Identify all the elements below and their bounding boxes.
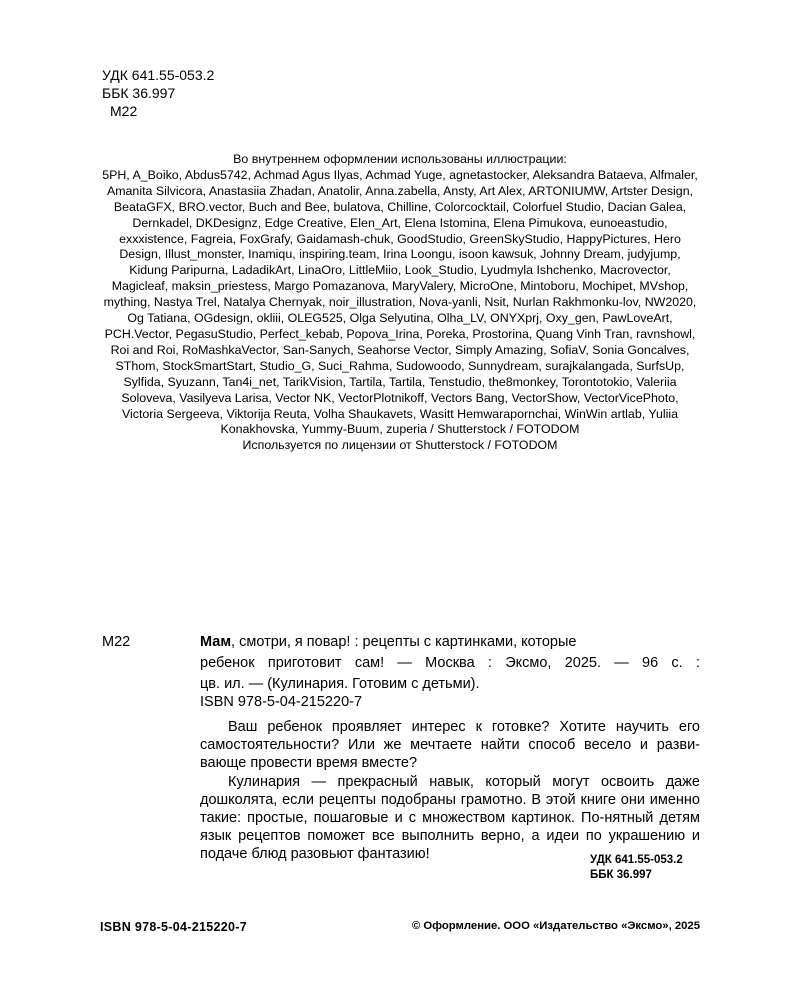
annotation-paragraph-2: Кулинария — прекрасный навык, который могут освоить даже дошколята, если рецепты подобраны грамотно. В этой книге они именно такие: простые, пошаговые и с множеством картинок. По-нятный детям язык рецептов поможет все выполнить верно, а идеи по украшению и подаче блюд разовьют фантазию! bbox=[200, 773, 700, 863]
illustration-credits bbox=[100, 152, 700, 454]
annotation bbox=[200, 718, 700, 864]
bib-line-1 bbox=[200, 632, 700, 653]
udk-code: УДК 641.55-053.2 bbox=[102, 67, 215, 83]
bib-line-3: цв. ил. — (Кулинария. Готовим с детьми). bbox=[200, 676, 480, 693]
bottom-bbk-code: ББК 36.997 bbox=[590, 869, 652, 881]
author-mark: М22 bbox=[110, 103, 138, 119]
annotation-paragraph-1: Ваш ребенок проявляет интерес к готовке? Хотите научить его самостоятельности? Или же мечтаете найти способ весело и разви-вающе провести время вместе? bbox=[200, 719, 700, 772]
classification-codes bbox=[102, 66, 214, 120]
footer-isbn: ISBN 978-5-04-215220-7 bbox=[100, 920, 247, 934]
bibliographic-record bbox=[200, 632, 700, 696]
bib-title-rest: , смотри, я повар! : рецепты с картинками, которые bbox=[231, 634, 577, 650]
bibliography-author-mark: М22 bbox=[102, 634, 131, 650]
footer-copyright: © Оформление. ООО «Издательство «Эксмо», 2025 bbox=[411, 920, 700, 932]
credits-names: 5PH, A_Boiko, Abdus5742, Achmad Agus Ilyas, Achmad Yuge, agnetastocker, Aleksandra Bataeva, Alfmaler, Amanita Silvicora, Anastasiia Zhadan, Anatolir, Anna.zabella, Ansty, Art Alex, ARTONIUMW, Artster Design, BeataGFX, BRO.vector, Buch and Bee, bulatova, Chilline, Colorcocktail, Colorfuel Studio, Dacian Galea, Dernkadel, DKDesignz, Edge Creative, Elen_Art, Elena Istomina, Elena Pimukova, eunoeastudio, exxxistence, Fagreia, FoxGrafy, Gaidamash-chuk, GoodStudio, GreenSkyStudio, HappyPictures, Hero Design, Illust_monster, Inamiqu, inspiring.team, Irina Loongu, isoon kawsuk, Johnny Dream, judyjump, Kidung Paripurna, LadadikArt, LinaOro, LittleMiio, Look_Studio, Lyudmyla Ishchenko, Macrovector, Magicleaf, maksin_priestess, Margo Pomazanova, MaryValery, MicroOne, Mintoboru, Mochipet, MVshop, mything, Nastya Trel, Natalya Chernyak, noir_illustration, Nova-yanli, Nsit, Nurlan Rakhmonku-lov, NW2020, Og Tatiana, OGdesign, okliii, OLEG525, Olga Selyutina, Olha_LV, ONYXprj, Oxy_gen, PawLoveArt, PCH.Vector, PegasuStudio, Perfect_kebab, Popova_Irina, Poreka, Prostorina, Quang Vinh Tran, ravnshowl, Roi and Roi, RoMashkaVector, San-Sanych, Seahorse Vector, Simply Amazing, SofiaV, Sonia Goncalves, SThom, StockSmartStart, Studio_G, Suci_Rahma, Sudowoodo, Sunnydream, surajkalangada, SurfsUp, Sylfida, Syuzann, Tan4i_net, TarikVision, Tartila, Tartila, Tenstudio, the8monkey, Torontotokio, Valeriia Soloveva, Vasilyeva Larisa, Vector NK, VectorPlotnikoff, Vectors Bang, VectorShow, VectorVicePhoto, Victoria Sergeeva, Viktorija Reuta, Volha Shaukavets, Wasitt Hemwarapornchai, WinWin artlab, Yuliia Konakhovska, Yummy-Buum, zuperia / Shutterstock / FOTODOM bbox=[102, 167, 698, 437]
credits-heading: Во внутреннем оформлении использованы иллюстрации: bbox=[233, 152, 567, 166]
bbk-code: ББК 36.997 bbox=[102, 85, 176, 101]
bib-title-bold: Мам bbox=[200, 634, 232, 650]
license-note: Используется по лицензии от Shutterstock / FOTODOM bbox=[242, 438, 558, 453]
bottom-classification-codes bbox=[590, 853, 700, 883]
bottom-udk-code: УДК 641.55-053.2 bbox=[590, 854, 683, 866]
bib-line-2: ребенок приготовит сам! — Москва : Эксмо, 2025. — 96 с. : bbox=[200, 655, 700, 672]
bib-isbn: ISBN 978-5-04-215220-7 bbox=[200, 694, 363, 710]
